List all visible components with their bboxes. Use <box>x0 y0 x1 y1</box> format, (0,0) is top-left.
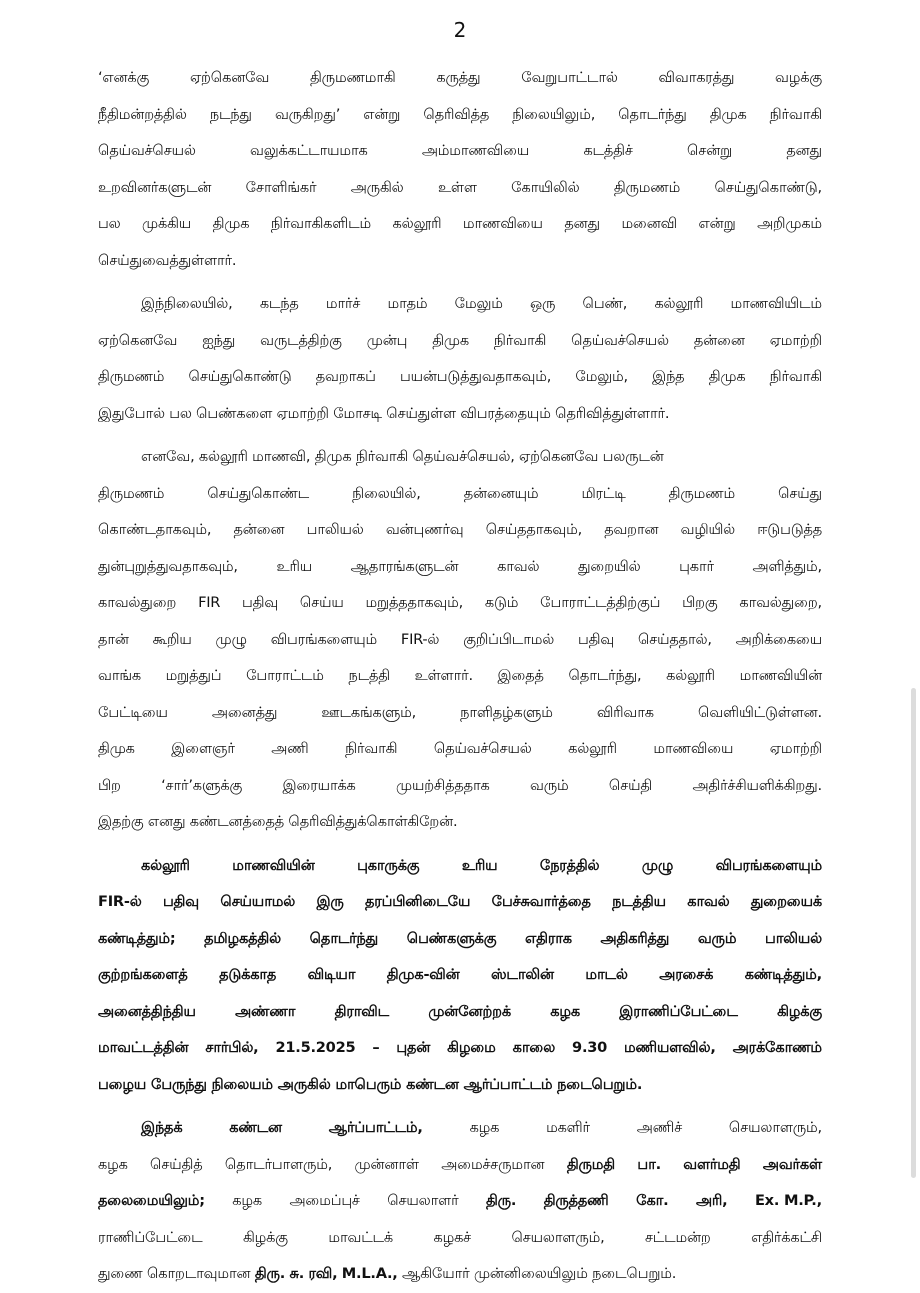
word: கொறடாவுமான <box>146 1265 251 1282</box>
word: அம்மாணவியை <box>421 142 530 159</box>
word: ஆகியோர் <box>402 1265 470 1282</box>
word: ராணிப்பேட்டை <box>98 1228 203 1246</box>
word: வலுக்கட்டாயமாக <box>250 142 368 159</box>
word: உரிய <box>461 856 498 874</box>
word: முக்கிய <box>142 215 192 232</box>
word: செய்யாமல் <box>220 893 296 910</box>
word: சு. <box>289 1265 305 1282</box>
word: ஆதாரங்களுடன் <box>350 557 459 575</box>
word: திரு. <box>485 1192 517 1209</box>
word: தலைமையிலும்; <box>98 1192 205 1209</box>
word: மாணவியை <box>462 215 543 232</box>
word: பாலியல் <box>764 929 822 947</box>
word: தடுக்காத <box>219 966 277 983</box>
word: அறிமுகம் <box>757 215 822 232</box>
word: விவாகரத்து <box>658 69 735 86</box>
word: அதிகரித்து <box>600 929 670 947</box>
word: செயலாளர் <box>387 1192 459 1209</box>
word: வருடத்திற்கு <box>260 331 342 349</box>
word: துணை <box>98 1265 143 1282</box>
word: எனது <box>147 813 186 830</box>
word: அருகில் <box>350 178 404 196</box>
word: கல்லூரி <box>666 667 715 684</box>
word: கல்லூரி <box>198 448 248 465</box>
word: கல்லூரி <box>141 856 190 874</box>
text-line <box>98 622 822 659</box>
word: அணி <box>271 740 309 757</box>
word: திரு. <box>254 1265 286 1282</box>
word: நிர்வாகி <box>493 331 547 349</box>
word: தொடர்ந்து, <box>568 667 642 684</box>
page-number: 2 <box>453 18 467 42</box>
word: பிற <box>98 776 121 794</box>
word: மாணவியின் <box>739 667 822 684</box>
word: தெய்வச்செயல் <box>98 142 196 159</box>
text-line <box>98 994 822 1031</box>
word: அமைப்புச் <box>289 1192 360 1209</box>
word: அனைத்து <box>211 703 278 721</box>
word: அணிச் <box>636 1119 683 1136</box>
text-line <box>98 768 822 805</box>
word: கிழக்கு <box>777 1002 822 1020</box>
word: தெய்வச்செயல், <box>412 448 515 465</box>
word: எதிர்க்கட்சி <box>751 1228 822 1246</box>
word: விபரங்களையும் <box>270 630 378 648</box>
word: செய்துகொண்டு, <box>714 178 822 196</box>
word: அமைச்சருமான <box>441 1155 545 1173</box>
word: மிரட்டி <box>581 484 626 502</box>
word: இந்த <box>652 368 685 385</box>
word: செய்துகொண்ட <box>207 484 310 502</box>
word: FIR-ல் <box>400 630 440 648</box>
word: பதிவு <box>578 630 615 648</box>
word: காவல் <box>497 557 540 575</box>
word: காவல்துறை <box>98 594 177 611</box>
word: துன்புறுத்துவதாகவும், <box>98 557 238 575</box>
word: துறையைக் <box>750 893 822 910</box>
word: துறையில் <box>578 557 641 575</box>
text-line <box>98 731 822 768</box>
word: குற்றங்களைத் <box>98 966 188 983</box>
text-line <box>98 206 822 243</box>
word: பேட்டியை <box>98 703 168 721</box>
word: மகளிர் <box>546 1119 590 1136</box>
word: மறுத்ததாகவும், <box>365 594 464 611</box>
word: போராட்டம் <box>246 667 324 684</box>
word: எதிராக <box>525 929 572 947</box>
word: செய்ததால், <box>637 630 712 648</box>
word: கடந்த <box>259 295 299 312</box>
word: மாடல் <box>585 966 628 983</box>
word: தெரிவித்துள்ளார். <box>555 404 670 422</box>
paragraph-1 <box>98 60 822 279</box>
word: ஏமாற்றி <box>769 331 822 349</box>
word: 9.30 <box>572 1039 608 1056</box>
word: இராணிப்பேட்டை <box>619 1002 738 1020</box>
word: கூறிய <box>152 630 192 648</box>
word: கடத்திச் <box>583 142 633 159</box>
paragraph-gap <box>98 841 822 848</box>
word: ரவி, <box>308 1265 338 1282</box>
text-line <box>98 1183 822 1220</box>
text-line <box>98 286 822 323</box>
word: தன்னை <box>233 521 285 538</box>
word: இந்நிலையில், <box>141 295 233 312</box>
paragraph-gap <box>98 1103 822 1110</box>
paragraph-gap <box>98 279 822 286</box>
word: ஸ்டாலின் <box>491 966 554 983</box>
text-line <box>98 439 822 476</box>
word: வன்புணர்வு <box>385 521 464 538</box>
word: தொடர்ந்து <box>618 105 687 123</box>
word: திமுக <box>98 740 135 757</box>
word: FIR-ல் <box>98 893 142 910</box>
word: மாதம் <box>387 295 428 312</box>
word: பிறகு <box>682 594 718 611</box>
word: வழியில் <box>680 521 736 538</box>
text-line <box>98 848 822 885</box>
word: நிலையம் <box>211 1075 273 1093</box>
word: திமுக <box>709 105 747 123</box>
text-line <box>98 585 822 622</box>
word: கடும் <box>484 594 519 611</box>
word: இளைஞர் <box>171 740 235 757</box>
word: நடத்தி <box>348 667 390 684</box>
word: வெளியிட்டுள்ளன. <box>697 703 822 721</box>
word: புகார் <box>679 557 714 575</box>
word: கழக <box>232 1192 262 1209</box>
word: தெரிவித்துக்கொள்கிறேன். <box>288 813 458 830</box>
word: ஏமாற்றி <box>276 404 329 422</box>
word: என்று <box>698 215 736 232</box>
paragraph-5 <box>98 1110 822 1293</box>
word: அருகில் <box>277 1075 331 1093</box>
text-line <box>98 1030 822 1067</box>
word: பெண்களுக்கு <box>406 929 497 947</box>
word: முயற்சித்ததாக <box>396 776 490 794</box>
word: கழக <box>98 1155 128 1173</box>
word: செய்துகொண்டு <box>188 368 292 385</box>
text-line <box>98 695 822 732</box>
word: தனது <box>786 142 822 159</box>
word: பதிவு <box>242 594 279 611</box>
word: ஆர்ப்பாட்டம், <box>328 1119 423 1136</box>
word: பெண்களை <box>196 404 273 422</box>
word: நிலையிலும், <box>512 105 596 123</box>
word: சட்டமன்ற <box>644 1228 711 1246</box>
word: மாணவியின் <box>232 856 315 874</box>
word: கண்டித்தும்; <box>98 929 176 947</box>
word: சோளிங்கர் <box>245 178 317 196</box>
word: மாணவியை <box>653 740 734 757</box>
word: மாபெரும் <box>335 1075 402 1093</box>
word: கண்டன <box>229 1119 282 1136</box>
word: சென்று <box>687 142 733 159</box>
word: கோ. <box>636 1192 669 1209</box>
word: தமிழகத்தில் <box>204 929 281 947</box>
word: காலை <box>512 1039 556 1056</box>
paragraph-3 <box>98 439 822 841</box>
word: காவல்துறை, <box>739 594 822 611</box>
word: இதற்கு <box>98 813 144 830</box>
vertical-scrollbar[interactable] <box>911 688 916 1178</box>
word: மோசடி <box>333 404 382 422</box>
word: நடைபெறும். <box>592 1265 677 1282</box>
word: கல்லூரி <box>392 215 442 232</box>
word: நிலையில், <box>352 484 421 502</box>
word: உரிய <box>276 557 312 575</box>
word: திமுக <box>432 331 469 349</box>
word: விபரங்களையும் <box>715 856 822 874</box>
word: கழகச் <box>433 1228 471 1246</box>
word: விரிவாக <box>596 703 654 721</box>
word: கழக <box>469 1119 500 1136</box>
word: என்று <box>363 105 401 123</box>
word: வளர்மதி <box>683 1155 741 1173</box>
word: வேறுபாட்டால் <box>521 69 618 86</box>
word: கண்டனத்தைத் <box>189 813 285 830</box>
word: ஒரு <box>529 295 556 312</box>
word: அரி, <box>695 1192 728 1209</box>
word: ஏற்கெனவே <box>519 448 599 465</box>
word: மேலும், <box>575 368 628 385</box>
word: திமுக <box>212 215 250 232</box>
text-line <box>98 97 822 134</box>
word: கோயிலில் <box>511 178 580 196</box>
word: பேருந்து <box>151 1075 207 1093</box>
text-line <box>98 323 822 360</box>
text-line <box>98 1220 822 1257</box>
word: முன்னேற்றக் <box>428 1002 511 1020</box>
paragraph-gap <box>98 432 822 439</box>
word: வரும் <box>697 929 737 947</box>
text-line <box>98 170 822 207</box>
word: – <box>372 1039 380 1056</box>
word: அளித்தும், <box>752 557 822 575</box>
word: வாங்க <box>98 667 141 684</box>
text-line <box>98 658 822 695</box>
word: அரசைக் <box>659 966 714 983</box>
text-line <box>98 512 822 549</box>
text-line <box>98 884 822 921</box>
word: முன்னாள் <box>354 1155 419 1173</box>
word: நடத்திய <box>612 893 666 910</box>
paragraph-2 <box>98 286 822 432</box>
word: திருமணம் <box>668 484 735 502</box>
text-line <box>98 60 822 97</box>
word: FIR <box>198 594 221 611</box>
word: மறுத்துப் <box>165 667 222 684</box>
word: செயலாளரும், <box>728 1119 822 1136</box>
word: M.L.A., <box>341 1265 398 1282</box>
text-line <box>98 957 822 994</box>
word: கிழமை <box>447 1039 496 1056</box>
word: பேச்சுவார்த்தை <box>491 893 591 910</box>
word: விடியா <box>307 966 356 983</box>
paragraph-4 <box>98 848 822 1104</box>
text-line <box>98 921 822 958</box>
word: பெண், <box>582 295 628 312</box>
word: ஏற்கெனவே <box>189 69 270 86</box>
word: கிழக்கு <box>242 1228 288 1246</box>
word: இந்தக் <box>141 1119 183 1136</box>
word: அரக்கோணம் <box>732 1039 822 1056</box>
word: புதன் <box>396 1039 431 1056</box>
word: செய்து <box>778 484 822 502</box>
word: திருமதி <box>566 1155 615 1173</box>
word: கண்டித்தும், <box>744 966 822 983</box>
word: வரும் <box>529 776 569 794</box>
word: நேரத்தில் <box>539 856 600 874</box>
word: சார்பில், <box>205 1039 259 1056</box>
word: ஆர்ப்பாட்டம் <box>463 1075 553 1093</box>
word: மாணவி, <box>252 448 311 465</box>
word: தன்னையும் <box>463 484 539 502</box>
word: அவர்கள் <box>762 1155 822 1173</box>
text-line <box>98 243 822 280</box>
word: பா. <box>637 1155 661 1173</box>
text-line <box>98 549 822 586</box>
word: வருகிறது’ <box>274 105 341 123</box>
word: முன்னிலையிலும் <box>473 1265 588 1282</box>
word: திருமணம் <box>98 368 165 385</box>
word: தொடர்பாளரும், <box>224 1155 333 1173</box>
word: அண்ணா <box>235 1002 296 1020</box>
word: இதைத் <box>497 667 544 684</box>
word: மாவட்டத்தின் <box>98 1039 189 1056</box>
word: இரையாக்க <box>282 776 356 794</box>
word: கண்டன <box>406 1075 459 1093</box>
word: தவறாகப் <box>315 368 376 385</box>
word: காவல் <box>687 893 730 910</box>
word: தெய்வச்செயல் <box>433 740 532 757</box>
word: கருத்து <box>436 69 481 86</box>
word: பல <box>98 215 121 232</box>
text-line <box>98 804 822 841</box>
word: பாலியல் <box>306 521 364 538</box>
word: அனைத்திந்திய <box>98 1002 196 1020</box>
word: மாவட்டக் <box>328 1228 394 1246</box>
word: ஈடுபடுத்த <box>757 521 822 538</box>
text-line <box>98 1256 822 1293</box>
word: போராட்டத்திற்குப் <box>540 594 661 611</box>
word: முழு <box>641 856 674 874</box>
word: திருமணம் <box>98 484 165 502</box>
word: கொண்டதாகவும், <box>98 521 212 538</box>
word: Ex. M.P., <box>754 1192 822 1209</box>
word: தெய்வச்செயல் <box>571 331 669 349</box>
word: நிர்வாகி <box>355 448 409 465</box>
word: ஏற்கெனவே <box>98 331 178 349</box>
word: ஐந்து <box>202 331 236 349</box>
word: திராவிட <box>334 1002 389 1020</box>
word: 21.5.2025 <box>275 1039 356 1056</box>
word: நாளிதழ்களும் <box>460 703 553 721</box>
word: நிர்வாகி <box>769 105 822 123</box>
word: மார்ச் <box>325 295 361 312</box>
word: புகாருக்கு <box>357 856 420 874</box>
word: உறவினர்களுடன் <box>98 178 212 196</box>
word: பதிவு <box>162 893 199 910</box>
word: நடைபெறும். <box>557 1075 643 1093</box>
word: தன்னை <box>693 331 745 349</box>
word: செய்தித் <box>150 1155 203 1173</box>
word: நீதிமன்றத்தில் <box>98 105 187 123</box>
word: தவறான <box>604 521 659 538</box>
word: நிர்வாகி <box>769 368 822 385</box>
word: நிர்வாகி <box>345 740 398 757</box>
word: திருத்தணி <box>543 1192 609 1209</box>
text-line <box>98 1147 822 1184</box>
word: தான் <box>98 630 129 648</box>
word: குறிப்பிடாமல் <box>463 630 555 648</box>
word: செய்துவைத்துள்ளார். <box>98 251 237 269</box>
word: மாணவியிடம் <box>730 295 822 312</box>
word: திமுக-வின் <box>386 966 460 983</box>
text-line <box>98 476 822 513</box>
word: பல <box>169 404 192 422</box>
word: மேலும் <box>454 295 503 312</box>
text-line <box>98 1067 822 1104</box>
word: நிர்வாகிகளிடம் <box>270 215 371 232</box>
text-line <box>98 396 822 433</box>
word: செய்ததாகவும், <box>485 521 582 538</box>
word: மனைவி <box>621 215 677 232</box>
word: செய்ய <box>299 594 344 611</box>
word: ‘சார்’களுக்கு <box>161 776 243 794</box>
word: திமுக <box>708 368 746 385</box>
word: செய்தி <box>608 776 653 794</box>
text-line <box>98 359 822 396</box>
word: கல்லூரி <box>654 295 704 312</box>
word: மணியளவில், <box>624 1039 716 1056</box>
word: ஏமாற்றி <box>769 740 822 757</box>
word: முழு <box>215 630 247 648</box>
word: அறிக்கையை <box>735 630 822 648</box>
word: செயலாளரும், <box>511 1228 605 1246</box>
word: பயன்படுத்துவதாகவும், <box>400 368 552 385</box>
word: உள்ளார். <box>414 667 473 684</box>
word: திருமணமாகி <box>309 69 396 86</box>
word: ‘எனக்கு <box>98 69 150 86</box>
word: திமுக <box>314 448 352 465</box>
text-line <box>98 133 822 170</box>
word: உள்ள <box>437 178 477 196</box>
word: தரப்பினிடையே <box>365 893 471 910</box>
word: பழைய <box>98 1075 147 1093</box>
word: அதிர்ச்சியளிக்கிறது. <box>692 776 822 794</box>
word: ஊடகங்களும், <box>321 703 417 721</box>
word: கழக <box>550 1002 580 1020</box>
word: தொடர்ந்து <box>309 929 379 947</box>
word: நடந்து <box>209 105 252 123</box>
word: இதுபோல் <box>98 404 165 422</box>
word: விபரத்தையும் <box>460 404 551 422</box>
word: தனது <box>564 215 600 232</box>
word: தெரிவித்த <box>423 105 490 123</box>
word: செய்துள்ள <box>386 404 456 422</box>
word: திருமணம் <box>613 178 681 196</box>
word: முன்பு <box>366 331 408 349</box>
word: வழக்கு <box>775 69 822 86</box>
word: கல்லூரி <box>568 740 617 757</box>
word: பலருடன் <box>602 448 664 465</box>
word: எனவே, <box>141 448 195 465</box>
word: இரு <box>316 893 344 910</box>
document-body <box>98 60 822 1293</box>
text-line <box>98 1110 822 1147</box>
